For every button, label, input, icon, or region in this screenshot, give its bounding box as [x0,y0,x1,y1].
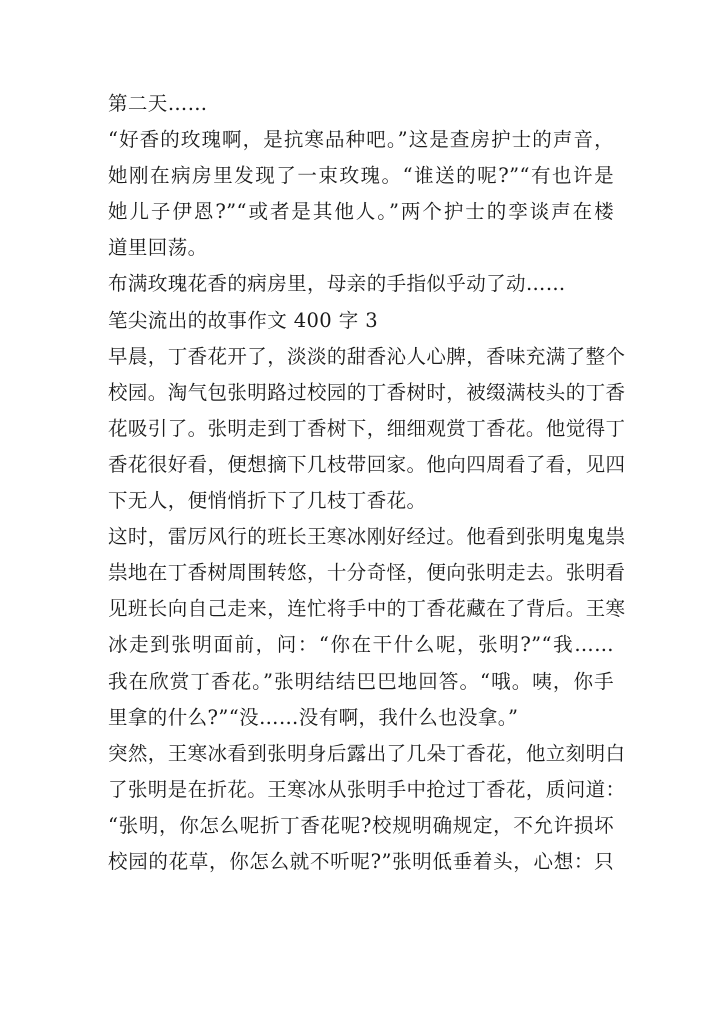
text-line: 道里回荡。 [108,236,208,260]
text-line: 校园。淘气包张明路过校园的丁香树时，被缀满枝头的丁香 [108,380,626,404]
text-line: 第二天…… [108,92,208,115]
text-line: 见班长向自己走来，连忙将手中的丁香花藏在了背后。王寒 [108,597,626,621]
text-line: 祟地在丁香树周围转悠，十分奇怪，便向张明走去。张明看 [108,561,626,585]
text-line: 里拿的什么?”“没……没有啊，我什么也没拿。” [108,705,519,729]
text-line: 她儿子伊恩?”“或者是其他人。”两个护士的孪谈声在楼 [108,200,614,224]
text-line: 早晨，丁香花开了，淡淡的甜香沁人心脾，香味充满了整个 [108,344,626,368]
text-line: “好香的玫瑰啊，是抗寒品种吧。”这是查房护士的声音， [108,128,614,152]
section-title: 笔尖流出的故事作文 400 字 3 [108,308,379,332]
text-line: 了张明是在折花。王寒冰从张明手中抢过丁香花，质问道： [108,777,626,801]
text-line: 这时，雷厉风行的班长王寒冰刚好经过。他看到张明鬼鬼祟 [108,525,626,549]
text-line: 她刚在病房里发现了一束玫瑰。“谁送的呢?”“有也许是 [108,164,614,188]
text-line: 花吸引了。张明走到丁香树下，细细观赏丁香花。他觉得丁 [108,416,626,440]
text-line: 香花很好看，便想摘下几枝带回家。他向四周看了看，见四 [108,452,626,476]
text-line: 我在欣赏丁香花。”张明结结巴巴地回答。“哦。咦，你手 [108,669,614,693]
text-line: 突然，王寒冰看到张明身后露出了几朵丁香花，他立刻明白 [108,741,626,765]
text-line: “张明，你怎么呢折丁香花呢?校规明确规定，不允许损坏 [108,813,614,837]
text-line: 下无人，便悄悄折下了几枝丁香花。 [108,489,427,513]
text-line: 校园的花草，你怎么就不听呢?”张明低垂着头，心想：只 [108,849,614,873]
text-line: 冰走到张明面前，问：“你在干什么呢，张明?”“我…… [108,633,614,657]
document-text [108,86,626,880]
text-line: 布满玫瑰花香的病房里，母亲的手指似乎动了动…… [108,272,566,296]
